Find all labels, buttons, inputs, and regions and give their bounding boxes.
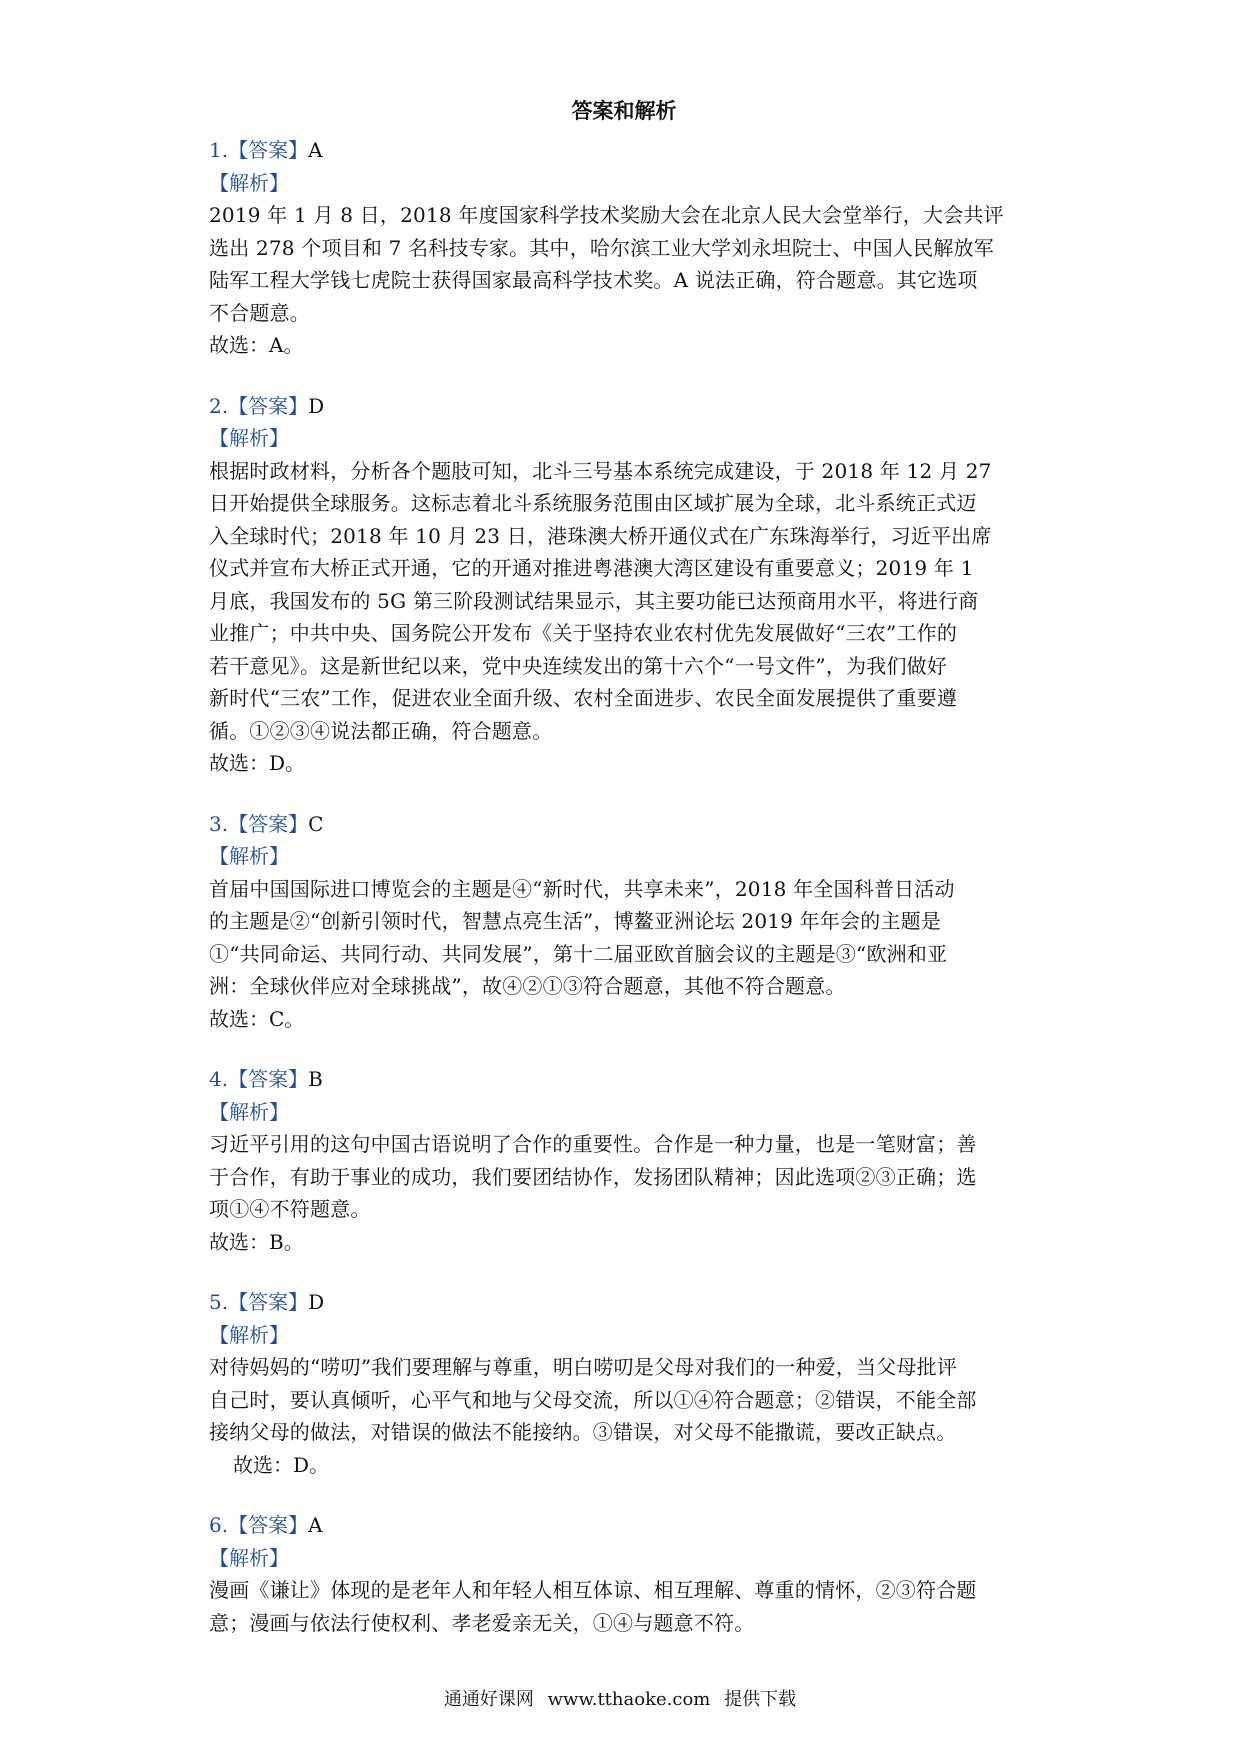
question-number: 3.: [209, 811, 229, 836]
analysis-text: [209, 1351, 1039, 1449]
answer-line: [209, 808, 1039, 841]
footer-site-name: 通通好课网: [443, 1689, 534, 1710]
page-footer: [0, 1687, 1240, 1713]
analysis-line: 习近平引用的这句中国古语说明了合作的重要性。合作是一种力量，也是一笔财富；善: [209, 1132, 977, 1156]
answer-item: [209, 134, 1039, 362]
analysis-label: 【解析】: [209, 1545, 289, 1570]
final-choice: 故选：C。: [209, 1006, 305, 1031]
analysis-line: 选出 278 个项目和 7 名科技专家。其中，哈尔滨工业大学刘永坦院士、中国人民解放军: [209, 235, 994, 260]
analysis-text: [209, 455, 1039, 748]
analysis-line: 对待妈妈的“唠叨”我们要理解与尊重，明白唠叨是父母对我们的一种爱，当父母批评: [209, 1355, 958, 1379]
answer-value: D: [308, 393, 325, 418]
answer-item: [209, 808, 1039, 1036]
footer-url[interactable]: www.tthaoke.com: [547, 1689, 711, 1710]
analysis-line: 若干意见》。这是新世纪以来，党中央连续发出的第十六个“一号文件”，为我们做好: [209, 653, 948, 678]
analysis-text: [209, 1574, 1039, 1639]
analysis-line: 入全球时代；2018 年 10 月 23 日，港珠澳大桥开通仪式在广东珠海举行，习近平出席: [209, 523, 992, 548]
answer-item: [209, 1286, 1039, 1481]
question-number: 2.: [209, 393, 229, 418]
answer-label: 【答案】: [228, 1290, 309, 1314]
document-page: [209, 96, 1039, 1667]
answer-label: 【答案】: [228, 393, 309, 418]
analysis-line: 陆军工程大学钱七虎院士获得国家最高科学技术奖。A 说法正确，符合题意。其它选项: [209, 268, 978, 292]
analysis-label: 【解析】: [209, 426, 289, 450]
analysis-line: 循。①②③④说法都正确，符合题意。: [209, 718, 553, 743]
final-choice: 故选：D。: [209, 751, 306, 775]
answer-label: 【答案】: [228, 138, 309, 162]
analysis-label: 【解析】: [209, 1322, 289, 1347]
analysis-label: 【解析】: [209, 170, 289, 195]
analysis-line: 仪式并宣布大桥正式开通，它的开通对推进粤港澳大湾区建设有重要意义；2019 年 1: [209, 556, 974, 580]
answer-line: [209, 390, 1039, 423]
analysis-label: 【解析】: [209, 844, 289, 868]
answer-label: 【答案】: [228, 811, 309, 836]
analysis-line: 月底，我国发布的 5G 第三阶段测试结果显示，其主要功能已达预商用水平，将进行商: [209, 588, 979, 613]
analysis-line: 意；漫画与依法行使权利、孝老爱亲无关，①④与题意不符。: [209, 1610, 755, 1635]
analysis-label: 【解析】: [209, 1099, 289, 1124]
analysis-text: [209, 873, 1039, 1003]
answer-value: C: [308, 811, 324, 836]
analysis-line: 新时代“三农”工作，促进农业全面升级、农村全面进步、农民全面发展提供了重要遵: [209, 686, 958, 710]
answer-value: A: [308, 138, 323, 162]
page-title: 答案和解析: [571, 98, 677, 123]
analysis-line: 于合作，有助于事业的成功，我们要团结协作，发扬团队精神；因此选项②③正确；选: [209, 1164, 977, 1189]
analysis-line: ①“共同命运、共同行动、共同发展”，第十二届亚欧首脑会议的主题是③“欧洲和亚: [209, 941, 948, 966]
analysis-line: 2019 年 1 月 8 日，2018 年度国家科学技术奖励大会在北京人民大会堂举行，大会共评: [209, 203, 1004, 227]
analysis-line: 业推广；中共中央、国务院公开发布《关于坚持农业农村优先发展做好“三农”工作的: [209, 621, 958, 645]
footer-suffix: 提供下载: [724, 1689, 797, 1710]
answer-line: [209, 134, 1039, 167]
answer-list: [209, 134, 1039, 1639]
analysis-line: 漫画《谦让》体现的是老年人和年轻人相互体谅、相互理解、尊重的情怀，②③符合题: [209, 1578, 977, 1602]
analysis-line: 项①④不符题意。: [209, 1197, 371, 1221]
answer-label: 【答案】: [228, 1513, 309, 1537]
final-choice: 故选：A。: [209, 333, 304, 357]
analysis-line: 洲：全球伙伴应对全球挑战”，故④②①③符合题意，其他不符合题意。: [209, 974, 846, 998]
answer-item: [209, 1509, 1039, 1639]
analysis-line: 的主题是②“创新引领时代，智慧点亮生活”，博鳌亚洲论坛 2019 年年会的主题是: [209, 909, 942, 933]
answer-value: B: [308, 1067, 323, 1091]
question-number: 4.: [209, 1067, 229, 1091]
analysis-text: [209, 1128, 1039, 1226]
final-choice: 故选：B。: [209, 1229, 304, 1254]
analysis-line: 日开始提供全球服务。这标志着北斗系统服务范围由区域扩展为全球，北斗系统正式迈: [209, 491, 977, 515]
answer-item: [209, 390, 1039, 780]
answer-line: [209, 1286, 1039, 1319]
analysis-line: 首届中国国际进口博览会的主题是④“新时代，共享未来”，2018 年全国科普日活动: [209, 876, 955, 901]
answer-line: [209, 1063, 1039, 1096]
analysis-line: 不合题意。: [209, 300, 310, 325]
question-number: 1.: [209, 138, 229, 162]
answer-line: [209, 1509, 1039, 1542]
answer-label: 【答案】: [228, 1067, 309, 1091]
analysis-text: [209, 199, 1039, 329]
analysis-line: 根据时政材料，分析各个题肢可知，北斗三号基本系统完成建设，于 2018 年 12 月 27: [209, 458, 992, 483]
question-number: 6.: [209, 1513, 229, 1537]
question-number: 5.: [209, 1290, 229, 1314]
answer-value: D: [308, 1290, 325, 1314]
final-choice: 故选：D。: [233, 1452, 330, 1477]
answer-item: [209, 1063, 1039, 1258]
analysis-line: 接纳父母的做法，对错误的做法不能接纳。③错误，对父母不能撒谎，要改正缺点。: [209, 1420, 957, 1444]
analysis-line: 自己时，要认真倾听，心平气和地与父母交流，所以①④符合题意；②错误，不能全部: [209, 1387, 977, 1412]
answer-value: A: [308, 1513, 323, 1537]
